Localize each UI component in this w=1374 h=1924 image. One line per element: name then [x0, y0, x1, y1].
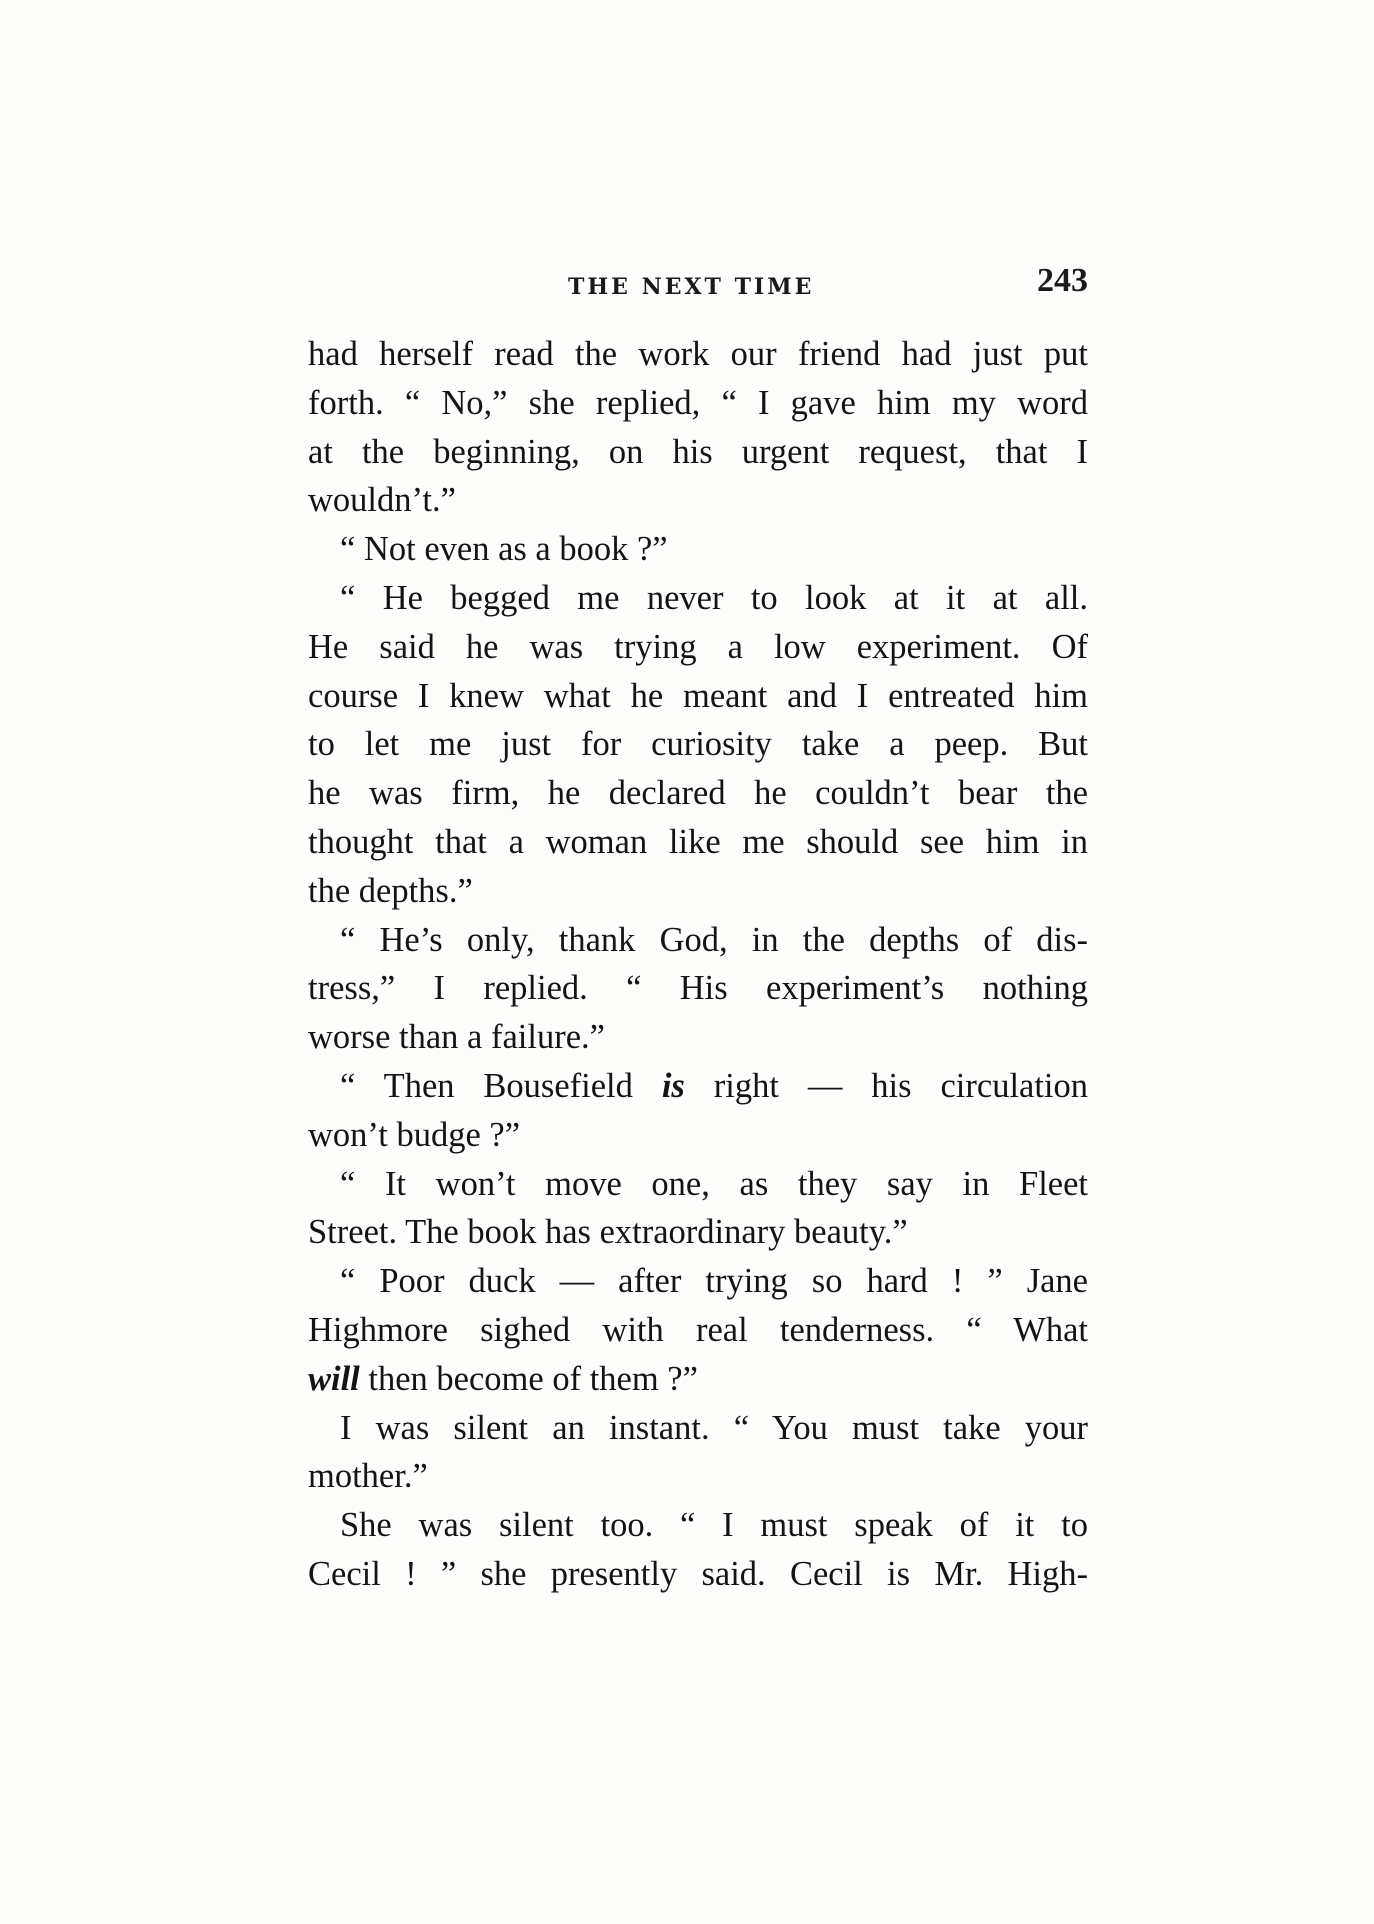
text-segment: “ Then Bousefield — [340, 1066, 633, 1105]
text-segment: then become of them ?” — [368, 1359, 698, 1398]
text-line: I was silent an instant. “ You must take your — [340, 1408, 1088, 1447]
text-line: “ It won’t move one, as they say in Fleet — [340, 1164, 1088, 1203]
text-line: forth. “ No,” she replied, “ I gave him my word — [308, 383, 1088, 422]
text-line: He said he was trying a low experiment. Of — [308, 627, 1088, 666]
body-text — [308, 330, 1088, 1599]
text-line: tress,” I replied. “ His experiment’s nothing — [308, 969, 1088, 1008]
text-line: to let me just for curiosity take a peep. But — [308, 725, 1088, 764]
text-line: Street. The book has extraordinary beauty.” — [308, 1213, 908, 1252]
emphasis-is: is — [661, 1066, 685, 1105]
text-line-with-emphasis — [308, 1062, 1088, 1111]
text-line: at the beginning, on his urgent request, that I — [308, 432, 1088, 471]
text-line: “ Poor duck — after trying so hard ! ” Jane — [340, 1262, 1088, 1301]
text-line-with-emphasis — [308, 1355, 1088, 1404]
text-line: “ He’s only, thank God, in the depths of dis- — [340, 920, 1088, 959]
text-line: Highmore sighed with real tenderness. “ What — [308, 1310, 1088, 1349]
text-line: mother.” — [308, 1457, 428, 1496]
text-line: worse than a failure.” — [308, 1018, 605, 1057]
running-head: THE NEXT TIME — [568, 274, 815, 300]
text-line: Cecil ! ” she presently said. Cecil is Mr. High- — [308, 1554, 1088, 1593]
emphasis-will: will — [308, 1359, 360, 1398]
page-number: 243 — [1037, 262, 1088, 299]
text-line: the depths.” — [308, 871, 473, 910]
page-header — [308, 262, 1088, 312]
text-line: She was silent too. “ I must speak of it to — [340, 1506, 1088, 1545]
text-line: had herself read the work our friend had just put — [308, 335, 1088, 373]
text-line: won’t budge ?” — [308, 1115, 521, 1154]
text-line: he was firm, he declared he couldn’t bear the — [308, 774, 1088, 813]
text-line: wouldn’t.” — [308, 481, 456, 520]
text-line: “ Not even as a book ?” — [340, 530, 668, 569]
text-line: thought that a woman like me should see him in — [308, 822, 1088, 861]
text-line: “ He begged me never to look at it at all. — [340, 578, 1088, 617]
text-segment: right — his circulation — [713, 1066, 1089, 1105]
text-line: course I knew what he meant and I entreated him — [308, 676, 1088, 715]
